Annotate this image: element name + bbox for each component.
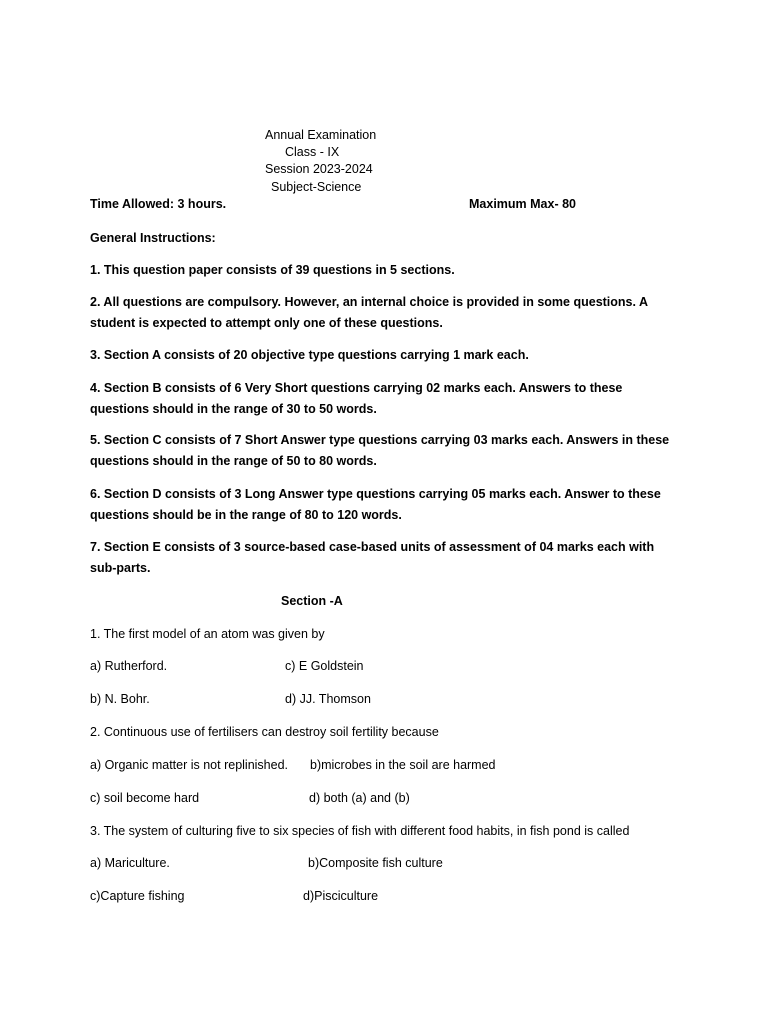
instruction-item: 3. Section A consists of 20 objective type questions carrying 1 mark each.: [90, 348, 529, 362]
section-a-title: Section -A: [281, 594, 343, 608]
question-option: b) N. Bohr.: [90, 692, 150, 706]
question-option: c) E Goldstein: [285, 659, 364, 673]
question-option: b)microbes in the soil are harmed: [310, 758, 496, 772]
max-marks: Maximum Max- 80: [469, 197, 576, 211]
question-text: 3. The system of culturing five to six species of fish with different food habits, in fish pond is called: [90, 824, 630, 838]
instruction-item: 1. This question paper consists of 39 questions in 5 sections.: [90, 263, 455, 277]
question-option: d)Pisciculture: [303, 889, 379, 903]
question-option: c)Capture fishing: [90, 889, 185, 903]
question-option: a) Rutherford.: [90, 659, 168, 673]
instruction-item: 6. Section D consists of 3 Long Answer type questions carrying 05 marks each. Answer to these questions should be in the range of 80 to 120 words.: [90, 487, 661, 522]
class-label: Class - IX: [285, 145, 340, 159]
question-option: a) Mariculture.: [90, 856, 170, 870]
exam-title: Annual Examination: [265, 128, 377, 142]
question-option: c) soil become hard: [90, 791, 200, 805]
question-text: 2. Continuous use of fertilisers can destroy soil fertility because: [90, 725, 439, 739]
time-allowed: Time Allowed: 3 hours.: [90, 197, 227, 211]
instruction-item: 5. Section C consists of 7 Short Answer type questions carrying 03 marks each. Answers in these questions should in the range of 50 to 80 words.: [90, 433, 670, 468]
instruction-item: 2. All questions are compulsory. However, an internal choice is provided in some questions. A student is expected to attempt only one of these questions.: [90, 295, 648, 330]
question-text: 1. The first model of an atom was given by: [90, 627, 325, 641]
session-label: Session 2023-2024: [265, 162, 373, 176]
subject-label: Subject-Science: [271, 180, 362, 194]
question-option: a) Organic matter is not replinished.: [90, 758, 289, 772]
question-option: d) both (a) and (b): [309, 791, 410, 805]
question-option: d) JJ. Thomson: [285, 692, 371, 706]
question-option: b)Composite fish culture: [308, 856, 443, 870]
instruction-item: 7. Section E consists of 3 source-based case-based units of assessment of 04 marks each with sub-parts.: [90, 540, 655, 575]
instruction-item: 4. Section B consists of 6 Very Short questions carrying 02 marks each. Answers to these questions should in the range of 30 to 50 words.: [90, 381, 623, 416]
instructions-heading: General Instructions:: [90, 231, 216, 245]
